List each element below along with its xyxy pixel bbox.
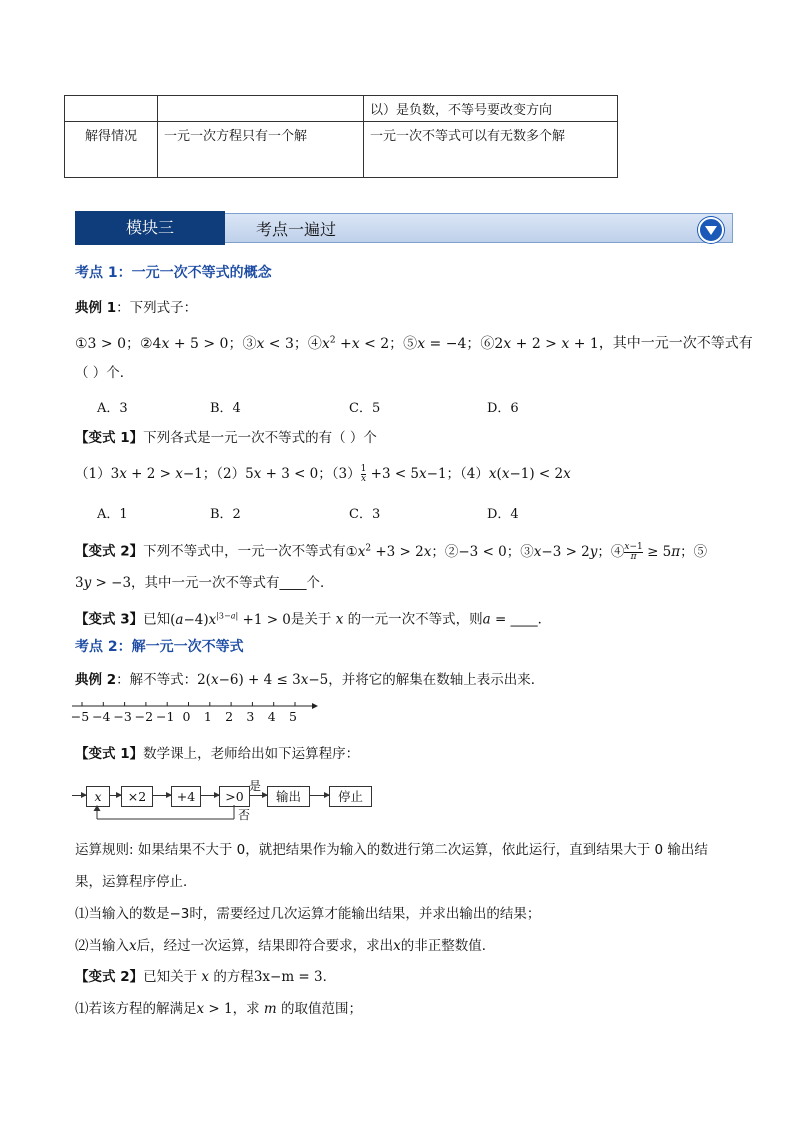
option-b: B．4 [210, 401, 241, 416]
variant-label: 【变式 1】 [75, 746, 144, 762]
flow-box-stop: 停止 [329, 786, 372, 807]
variant-tail: ____． [510, 611, 552, 628]
number-line-tick-label: 5 [289, 709, 297, 724]
flow-arrow [72, 795, 86, 796]
option-a: A．1 [97, 507, 128, 522]
section-heading-2: 考点 2：解一元一次不等式 [75, 639, 244, 655]
example-tail: ，其中一元一次不等式有 [598, 335, 753, 352]
number-line-tick-label: 3 [246, 709, 255, 724]
rule-line-2: 果，运算程序停止． [75, 874, 197, 890]
variant-text: 数学课上，老师给出如下运算程序： [143, 746, 360, 762]
flow-box-times2: ×2 [121, 786, 153, 807]
chevron-down-icon [698, 217, 724, 243]
number-line-tick-label: 0 [182, 709, 191, 724]
flow-no-label: 否 [238, 808, 251, 822]
table-cell: 以）是负数，不等号要改变方向 [364, 96, 618, 122]
flow-arrow [109, 795, 121, 796]
question-3: ⑴若该方程的解满足x > 1，求 m 的取值范围； [75, 1001, 363, 1017]
variant-4 [75, 744, 359, 764]
example-prompt: ：下列式子： [116, 300, 198, 316]
question-2-part-a: ⑵当输入 [75, 938, 129, 954]
number-line-tick-label: −2 [134, 709, 154, 724]
number-line [72, 700, 320, 726]
flow-arrow [309, 795, 329, 796]
flow-box-compare: >0 [219, 786, 250, 807]
example-1-expressions: ①3 > 0；②4x + 5 > 0；③x < 3；$④x^2 +x < 2$；⑤x = −4；⑥2x + 2 > x + 1，其中一元一次不等式有 [75, 335, 753, 352]
module-label: 模块三 [75, 211, 225, 245]
banner-title: 考点一遍过 [256, 220, 337, 239]
flow-box-plus4: +4 [171, 786, 201, 807]
flow-loop [90, 805, 250, 825]
table-row-header: 解得情况 [65, 122, 158, 178]
option-c: C．5 [349, 401, 381, 416]
variant-5: 【变式 2】已知关于 x 的方程3x−m = 3． [75, 969, 337, 985]
variant-2-cont: 3y > −3，其中一元一次不等式有____个． [75, 575, 334, 591]
table-cell [158, 96, 364, 122]
question-1: ⑴当输入的数是−3时，需要经过几次运算才能输出结果，并求出输出的结果； [75, 906, 541, 922]
variant-label: 【变式 3】 [75, 611, 144, 628]
flow-box-input: x [86, 786, 110, 807]
variant-mid: 是关于 [290, 611, 332, 628]
option-d: D．4 [487, 507, 519, 522]
option-d: D．6 [487, 401, 519, 416]
question-2: ⑵当输入x后，经过一次运算，结果即符合要求，求出x的非正整数值． [75, 938, 496, 954]
number-line-tick-label: −1 [155, 709, 175, 724]
question-3-part-a: ⑴若该方程的解满足 [75, 1001, 197, 1017]
example-label: 典例 2 [75, 672, 117, 688]
example-label: 典例 1 [75, 300, 117, 316]
banner-title-bar [223, 213, 733, 243]
flow-arrow [152, 795, 171, 796]
option-b: B．2 [210, 507, 241, 522]
variant-text: 下列各式是一元一次不等式的有（ ）个 [143, 430, 377, 446]
flow-arrow [200, 795, 219, 796]
variant-label: 【变式 2】 [75, 969, 144, 985]
option-a: A．3 [97, 401, 128, 416]
option-c: C．3 [349, 507, 381, 522]
module-banner [75, 211, 733, 245]
question-2-part-c: 的非正整数值． [400, 938, 496, 954]
variant-text: 已知关于 [143, 969, 198, 985]
question-2-part-b: 后，经过一次运算，结果即符合要求，求出 [136, 938, 394, 954]
flow-box-output: 输出 [267, 786, 310, 807]
number-line-tick-label: −4 [92, 709, 111, 724]
variant-2: 【变式 2】下列不等式中，一元一次不等式有$①x^2 +3 > 2x$；②−3 < 0；③x−3 > 2y；④ $\frac{x-1}{\pi}$ ≥ 5π；⑤ [75, 541, 708, 562]
number-line-tick-label: 1 [203, 709, 212, 724]
section-heading-1: 考点 1：一元一次不等式的概念 [75, 265, 272, 281]
example-1-intro [75, 298, 197, 318]
variant-text: 下列不等式中，一元一次不等式有 [143, 543, 346, 560]
equation: 3x−m = 3． [253, 969, 337, 985]
variant-mid: 的方程 [213, 969, 254, 985]
number-line-tick-label: 2 [225, 709, 234, 724]
question-3-part-c: 的取值范围； [281, 1001, 363, 1017]
variant-mid2: 的一元一次不等式，则 [347, 611, 483, 628]
variant-label: 【变式 2】 [75, 543, 144, 560]
variant-3: 【变式 3】已知$(a-4)x^{|3-a|} +1 > 0$是关于 x 的一元一次不等式，则a = ____． [75, 611, 552, 628]
variant-tail: ，其中一元一次不等式有____个． [131, 575, 334, 591]
number-line-tick-label: 4 [267, 709, 276, 724]
number-line-tick-label: −3 [113, 709, 132, 724]
example-1-blank: （ ）个． [75, 365, 134, 381]
rule-line-1: 运算规则: 如果结果不大于 0，就把结果作为输入的数进行第二次运算，依此运行，直到结果大于 0 输出结 [75, 842, 708, 858]
variant-1-expressions: （1）3x + 2 > x−1；（2）5x + 3 < 0；（3） $\frac{1}{x}$ +3 < 5x−1；（4）x(x−1) < 2x [75, 464, 571, 484]
number-line-tick-label: −5 [70, 709, 90, 724]
example-2: 典例 2：解不等式：2(x−6) + 4 ≤ 3x−5，并将它的解集在数轴上表示出来． [75, 672, 545, 688]
flow-yes-label: 是 [249, 779, 262, 793]
variant-1 [75, 428, 377, 448]
example-tail: ，并将它的解集在数轴上表示出来． [328, 672, 545, 688]
question-3-part-b: ，求 [232, 1001, 260, 1017]
table-cell: 一元一次方程只有一个解 [158, 122, 364, 178]
flow-arrow [249, 795, 267, 796]
variant-text: 已知 [143, 611, 171, 628]
table-cell [65, 96, 158, 122]
variant-label: 【变式 1】 [75, 430, 144, 446]
comparison-table [64, 95, 618, 178]
table-cell: 一元一次不等式可以有无数多个解 [364, 122, 618, 178]
example-prompt: ：解不等式： [116, 672, 198, 688]
